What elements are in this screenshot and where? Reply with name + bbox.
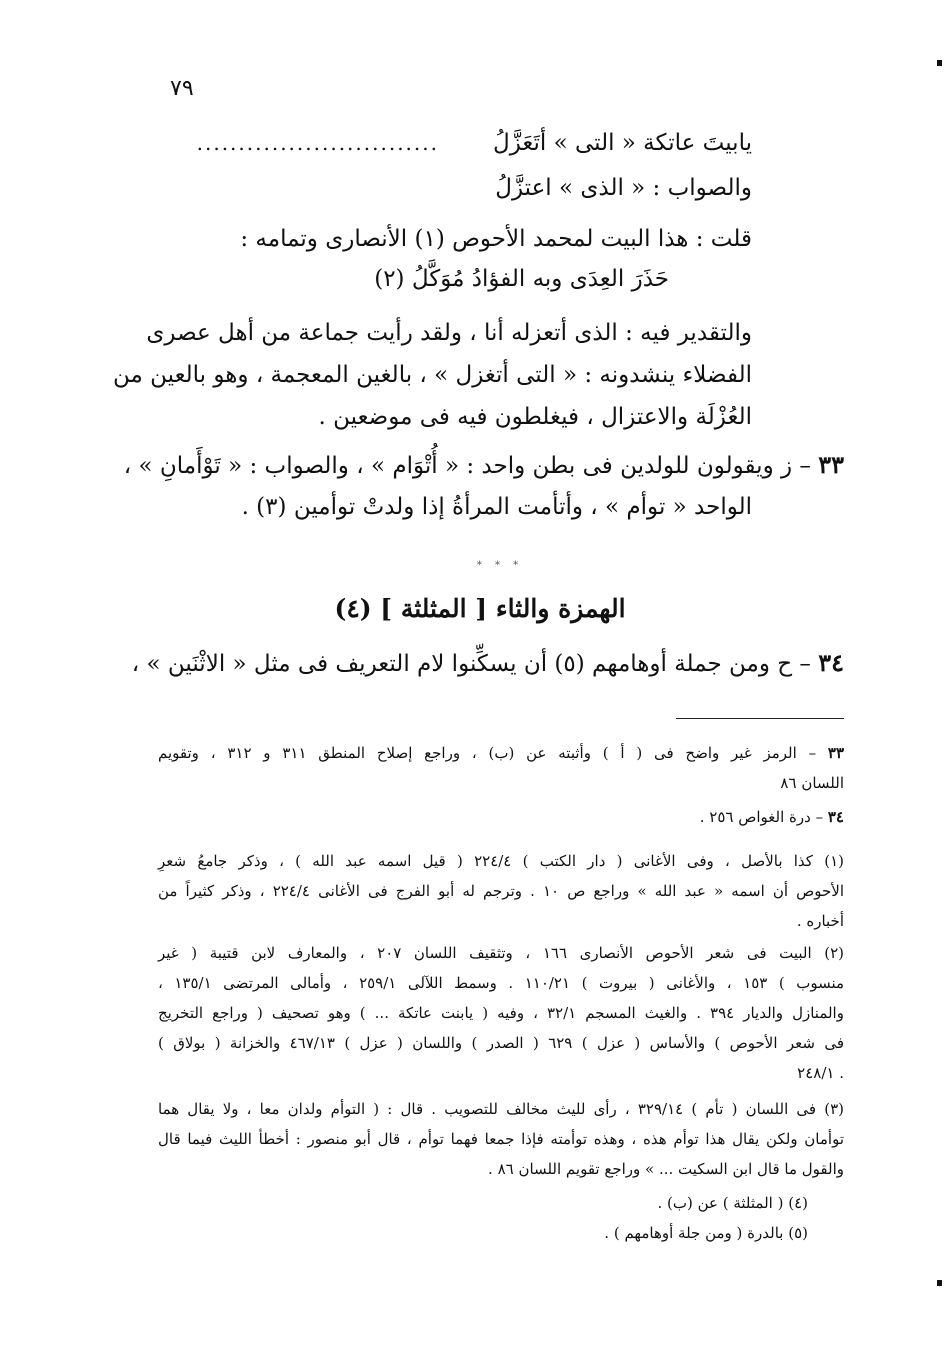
edge-mark-top bbox=[937, 60, 942, 66]
footnote-ref-33-number: ٣٣ bbox=[827, 744, 845, 762]
entry-33-line-2: الواحد « توأم » ، وأتأمت المرأةُ إذا ولدتْ توأمين (٣) . bbox=[241, 494, 752, 520]
footnote-2-line-5: . ٢٤٨/١ bbox=[797, 1064, 844, 1082]
section-separator: * * * bbox=[476, 560, 524, 571]
footnote-2-line-2: منسوب ) ١٥٣ ، والأغانى ( بيروت ) ١١٠/٢١ . وسمط اللآلى ٢٥٩/١ ، وأمالى المرتضى ١٣٥/١ ، bbox=[158, 974, 845, 992]
footnote-2-line-3: والمنازل والديار ٣٩٤ . والغيث المسجم ٣٢/١ ، وفيه ( يابنت عاتكة ... ) وهو تصحيف ( وراجع التخريج bbox=[158, 1004, 844, 1022]
leader-dots: ............................. bbox=[196, 131, 439, 155]
footnote-ref-33-line-1 bbox=[158, 740, 844, 766]
footnote-1-line-1: (١) كذا بالأصل ، وفى الأغانى ( دار الكتب ) ٢٢٤/٤ ( قيل اسمه عبد الله ) ، وذكر جامعُ شعرِ bbox=[158, 852, 844, 870]
page-number: ٧٩ bbox=[170, 76, 194, 101]
verse-first-hemistich: يابيتَ عاتكة « التى » أتَعَزَّلُ bbox=[493, 130, 752, 156]
footnote-4: (٤) ( المثلثة ) عن (ب) . bbox=[657, 1194, 808, 1212]
footnote-ref-34 bbox=[144, 804, 844, 830]
entry-33-line-1 bbox=[123, 450, 844, 481]
second-hemistich: حَذَرَ العِدَى وبه الفؤادُ مُوَكَّلُ (٢) bbox=[374, 266, 669, 292]
attribution-line: قلت : هذا البيت لمحمد الأحوص (١) الأنصارى وتمامه : bbox=[240, 226, 752, 252]
footnote-1-line-3: أخباره . bbox=[796, 912, 844, 930]
entry-33-text: – ز ويقولون للولدين فى بطن واحد : « أُتْوَام » ، والصواب : « تَوْأَمانِ » ، bbox=[123, 453, 811, 479]
paragraph-line-1: والتقدير فيه : الذى أتعزله أنا ، ولقد رأيت جماعة من أهل عصرى bbox=[146, 320, 752, 346]
footnote-5: (٥) بالدرة ( ومن جلة أوهامهم ) . bbox=[604, 1224, 808, 1242]
footnote-2-line-4: فى شعر الأحوص ) والأساس ( عزل ) ٦٢٩ ( الصدر ) واللسان ( عزل ) ٤٦٧/١٣ والخزانة ( بولاق ) bbox=[158, 1034, 845, 1052]
footnote-ref-33-text: – الرمز غير واضح فى ( أ ) وأثبته عن (ب) ، وراجع إصلاح المنطق ٣١١ و ٣١٢ ، وتقويم bbox=[158, 744, 817, 762]
entry-34-line-1 bbox=[131, 648, 844, 679]
footnote-2-line-1: (٢) البيت فى شعر الأحوص الأنصارى ١٦٦ ، وتثقيف اللسان ٢٠٧ ، والمعارف لابن قتيبة ( غير bbox=[158, 944, 844, 962]
footnote-ref-33-line-2: اللسان ٨٦ bbox=[780, 774, 844, 792]
footnote-ref-34-text: – درة الغواص ٢٥٦ . bbox=[699, 808, 824, 826]
paragraph-line-3: العُزْلَة والاعتزال ، فيغلطون فيه فى موضعين . bbox=[318, 404, 752, 430]
footnote-3-line-1: (٣) فى اللسان ( تأم ) ٣٢٩/١٤ ، رأى لليث مخالف للتصويب . قال : ( التوأم ولدان معا ، ولا يقال هما bbox=[158, 1100, 844, 1118]
verse-first-hemistich-line bbox=[152, 128, 752, 158]
entry-34-number: ٣٤ bbox=[818, 648, 844, 677]
edge-mark-bottom bbox=[937, 1280, 942, 1286]
footnote-3-line-3: والقول ما قال ابن السكيت ... » وراجع تقويم اللسان ٨٦ . bbox=[488, 1160, 844, 1178]
footnote-1-line-2: الأحوص أن اسمه « عبد الله » وراجع ص ١٠ . وترجم له أبو الفرج فى الأغانى ٢٢٤/٤ ، وذكر كثيراً من bbox=[158, 882, 844, 900]
entry-33-number: ٣٣ bbox=[818, 450, 844, 479]
entry-34-text: – ح ومن جملة أوهامهم (٥) أن يسكِّنوا لام التعريف فى مثل « الاثْنَين » ، bbox=[131, 651, 811, 677]
section-heading: الهمزة والثاء [ المثلثة ] (٤) bbox=[334, 594, 626, 623]
footnote-3-line-2: توأمان ولكن يقال هذا توأم هذه ، وهذه توأمته فإذا جمعا فهما توأم ، قال أبو منصور : أخطأ الليث فيما قال bbox=[158, 1130, 844, 1148]
verse-correction: والصواب : « الذى » اعتزَّلُ bbox=[495, 175, 752, 201]
paragraph-line-2: الفضلاء ينشدونه : « التى أتغزل » ، بالغين المعجمة ، وهو بالعين من bbox=[112, 362, 752, 388]
footnote-rule bbox=[676, 718, 844, 719]
footnote-ref-34-number: ٣٤ bbox=[827, 808, 844, 826]
